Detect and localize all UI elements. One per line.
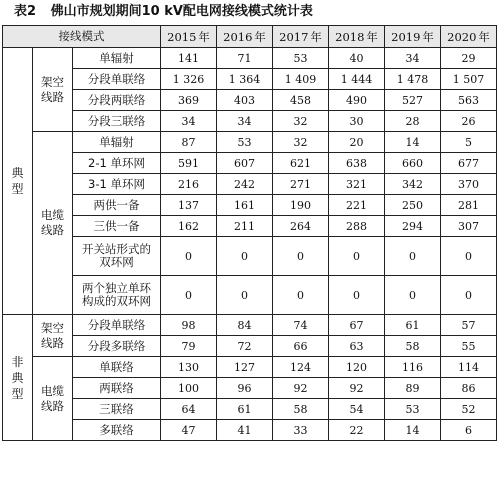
value-cell: 1 478 <box>385 69 441 90</box>
value-cell: 0 <box>385 276 441 315</box>
header-year: 2017 年 <box>273 26 329 48</box>
value-cell: 281 <box>441 195 497 216</box>
header-year: 2015 年 <box>161 26 217 48</box>
table-row <box>3 174 497 195</box>
value-cell: 6 <box>441 420 497 441</box>
value-cell: 271 <box>273 174 329 195</box>
value-cell: 30 <box>329 111 385 132</box>
value-cell: 490 <box>329 90 385 111</box>
value-cell: 55 <box>441 336 497 357</box>
row-label: 单联络 <box>73 357 161 378</box>
value-cell: 33 <box>273 420 329 441</box>
value-cell: 14 <box>385 132 441 153</box>
header-mode: 接线模式 <box>3 26 161 48</box>
value-cell: 32 <box>273 111 329 132</box>
value-cell: 34 <box>161 111 217 132</box>
table-row <box>3 195 497 216</box>
table-row <box>3 153 497 174</box>
value-cell: 250 <box>385 195 441 216</box>
value-cell: 79 <box>161 336 217 357</box>
value-cell: 0 <box>273 276 329 315</box>
value-cell: 677 <box>441 153 497 174</box>
value-cell: 162 <box>161 216 217 237</box>
value-cell: 58 <box>273 399 329 420</box>
row-label: 开关站形式的 双环网 <box>73 237 161 276</box>
value-cell: 58 <box>385 336 441 357</box>
row-label: 单辐射 <box>73 48 161 69</box>
row-label: 分段三联络 <box>73 111 161 132</box>
value-cell: 370 <box>441 174 497 195</box>
value-cell: 0 <box>441 237 497 276</box>
table-row <box>3 90 497 111</box>
value-cell: 92 <box>329 378 385 399</box>
value-cell: 0 <box>273 237 329 276</box>
group-typical: 典 型 <box>3 48 33 315</box>
row-label: 多联络 <box>73 420 161 441</box>
value-cell: 0 <box>329 276 385 315</box>
value-cell: 1 364 <box>217 69 273 90</box>
value-cell: 1 444 <box>329 69 385 90</box>
value-cell: 0 <box>161 276 217 315</box>
table-row <box>3 69 497 90</box>
value-cell: 137 <box>161 195 217 216</box>
category-cable: 电缆 线路 <box>33 132 73 315</box>
value-cell: 66 <box>273 336 329 357</box>
value-cell: 72 <box>217 336 273 357</box>
table-row <box>3 315 497 336</box>
value-cell: 294 <box>385 216 441 237</box>
table-row <box>3 357 497 378</box>
value-cell: 28 <box>385 111 441 132</box>
value-cell: 40 <box>329 48 385 69</box>
value-cell: 591 <box>161 153 217 174</box>
value-cell: 607 <box>217 153 273 174</box>
value-cell: 34 <box>385 48 441 69</box>
value-cell: 161 <box>217 195 273 216</box>
value-cell: 130 <box>161 357 217 378</box>
value-cell: 53 <box>385 399 441 420</box>
category-cable: 电缆 线路 <box>33 357 73 441</box>
table-title: 佛山市规划期间10 kV配电网接线模式统计表 <box>50 4 313 19</box>
value-cell: 403 <box>217 90 273 111</box>
value-cell: 14 <box>385 420 441 441</box>
value-cell: 71 <box>217 48 273 69</box>
table-row <box>3 420 497 441</box>
value-cell: 98 <box>161 315 217 336</box>
value-cell: 307 <box>441 216 497 237</box>
row-label: 三供一备 <box>73 216 161 237</box>
row-label: 两供一备 <box>73 195 161 216</box>
row-label: 分段两联络 <box>73 90 161 111</box>
value-cell: 22 <box>329 420 385 441</box>
table-row <box>3 276 497 315</box>
value-cell: 369 <box>161 90 217 111</box>
value-cell: 190 <box>273 195 329 216</box>
value-cell: 61 <box>217 399 273 420</box>
value-cell: 92 <box>273 378 329 399</box>
value-cell: 74 <box>273 315 329 336</box>
value-cell: 242 <box>217 174 273 195</box>
value-cell: 321 <box>329 174 385 195</box>
value-cell: 527 <box>385 90 441 111</box>
value-cell: 1 409 <box>273 69 329 90</box>
value-cell: 114 <box>441 357 497 378</box>
value-cell: 0 <box>385 237 441 276</box>
value-cell: 32 <box>273 132 329 153</box>
value-cell: 67 <box>329 315 385 336</box>
value-cell: 1 507 <box>441 69 497 90</box>
value-cell: 86 <box>441 378 497 399</box>
category-overhead: 架空 线路 <box>33 48 73 132</box>
row-label: 分段单联络 <box>73 69 161 90</box>
value-cell: 96 <box>217 378 273 399</box>
row-label: 2-1 单环网 <box>73 153 161 174</box>
wiring-mode-statistics-table <box>2 25 497 441</box>
row-label: 分段单联络 <box>73 315 161 336</box>
value-cell: 53 <box>217 132 273 153</box>
value-cell: 47 <box>161 420 217 441</box>
value-cell: 141 <box>161 48 217 69</box>
header-year: 2020 年 <box>441 26 497 48</box>
value-cell: 221 <box>329 195 385 216</box>
group-atypical: 非 典 型 <box>3 315 33 441</box>
value-cell: 57 <box>441 315 497 336</box>
row-label: 两联络 <box>73 378 161 399</box>
value-cell: 0 <box>217 276 273 315</box>
value-cell: 89 <box>385 378 441 399</box>
table-caption <box>0 0 500 24</box>
value-cell: 0 <box>217 237 273 276</box>
table-number: 表2 <box>14 4 37 19</box>
value-cell: 264 <box>273 216 329 237</box>
value-cell: 34 <box>217 111 273 132</box>
row-label: 分段多联络 <box>73 336 161 357</box>
value-cell: 84 <box>217 315 273 336</box>
header-row <box>3 26 497 48</box>
value-cell: 127 <box>217 357 273 378</box>
value-cell: 124 <box>273 357 329 378</box>
table-row <box>3 399 497 420</box>
value-cell: 120 <box>329 357 385 378</box>
value-cell: 29 <box>441 48 497 69</box>
value-cell: 116 <box>385 357 441 378</box>
row-label: 3-1 单环网 <box>73 174 161 195</box>
value-cell: 458 <box>273 90 329 111</box>
table-row <box>3 216 497 237</box>
value-cell: 563 <box>441 90 497 111</box>
row-label: 三联络 <box>73 399 161 420</box>
table-row <box>3 336 497 357</box>
value-cell: 41 <box>217 420 273 441</box>
table-row <box>3 132 497 153</box>
value-cell: 342 <box>385 174 441 195</box>
header-year: 2016 年 <box>217 26 273 48</box>
value-cell: 0 <box>329 237 385 276</box>
row-label: 单辐射 <box>73 132 161 153</box>
table-row <box>3 378 497 399</box>
value-cell: 63 <box>329 336 385 357</box>
value-cell: 52 <box>441 399 497 420</box>
value-cell: 621 <box>273 153 329 174</box>
header-year: 2019 年 <box>385 26 441 48</box>
value-cell: 1 326 <box>161 69 217 90</box>
header-year: 2018 年 <box>329 26 385 48</box>
table-row <box>3 48 497 69</box>
value-cell: 211 <box>217 216 273 237</box>
value-cell: 64 <box>161 399 217 420</box>
value-cell: 54 <box>329 399 385 420</box>
value-cell: 216 <box>161 174 217 195</box>
table-row <box>3 237 497 276</box>
table-row <box>3 111 497 132</box>
category-overhead: 架空 线路 <box>33 315 73 357</box>
value-cell: 660 <box>385 153 441 174</box>
value-cell: 100 <box>161 378 217 399</box>
value-cell: 288 <box>329 216 385 237</box>
value-cell: 0 <box>441 276 497 315</box>
value-cell: 638 <box>329 153 385 174</box>
row-label: 两个独立单环 构成的双环网 <box>73 276 161 315</box>
value-cell: 20 <box>329 132 385 153</box>
value-cell: 26 <box>441 111 497 132</box>
value-cell: 5 <box>441 132 497 153</box>
value-cell: 61 <box>385 315 441 336</box>
value-cell: 0 <box>161 237 217 276</box>
value-cell: 87 <box>161 132 217 153</box>
value-cell: 53 <box>273 48 329 69</box>
